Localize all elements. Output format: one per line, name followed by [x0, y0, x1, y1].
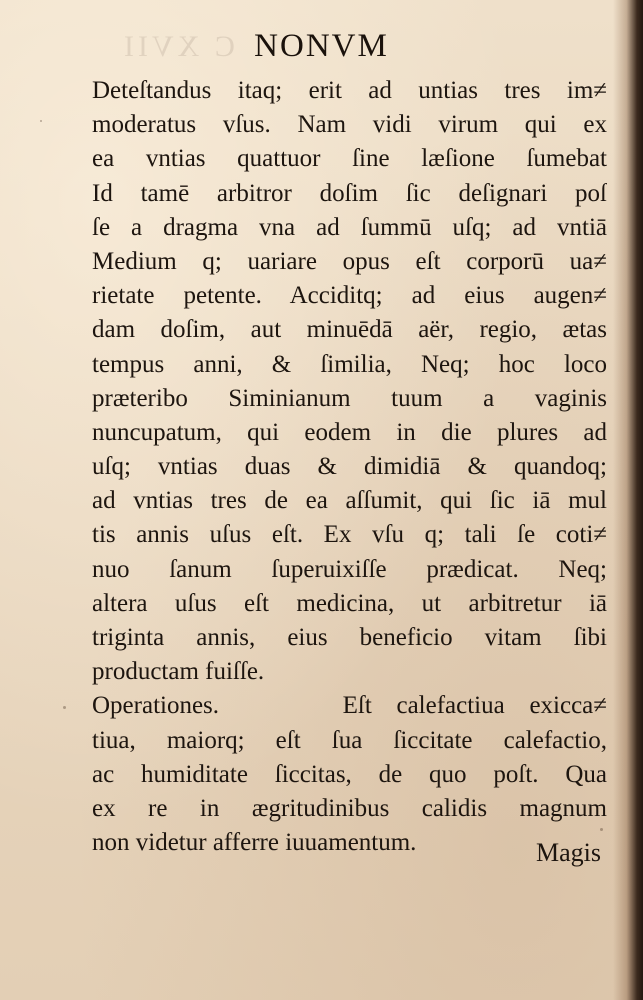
text-line: productam fuiſſe.: [92, 658, 265, 686]
text-line: Medium q; uariare opus eſt corporū ua≠: [92, 247, 607, 275]
text-line: tis annis uſus eſt. Ex vſu q; tali ſe coti≠: [92, 521, 607, 549]
text-line: tiua, maiorq; eſt ſua ſiccitate calefactio,: [92, 726, 607, 754]
text-line: nuo ſanum ſuperuixiſſe prædicat. Neq;: [92, 555, 607, 583]
body-text: [92, 74, 607, 860]
text-line: triginta annis, eius beneficio vitam ſibi: [92, 624, 607, 651]
text-line: præteribo Siminianum tuum a vaginis: [92, 384, 607, 412]
text-line: Operationes. Eſt calefactiua exicca≠: [92, 692, 607, 720]
running-head: NONVM: [254, 28, 389, 64]
text-line: non videtur afferre iuuamentum.: [92, 829, 417, 857]
text-line: ac humiditate ſiccitas, de quo poſt. Qua: [92, 760, 607, 788]
paper-speck: [63, 706, 66, 709]
text-line: uſq; vntias duas & dimidiā & quandoq;: [92, 453, 607, 481]
binding-gutter: [613, 0, 643, 1000]
text-line: moderatus vſus. Nam vidi virum qui ex: [92, 111, 607, 139]
paper-speck: [600, 828, 603, 831]
text-line: ſe a dragma vna ad ſummū uſq; ad vntiā: [92, 213, 607, 241]
text-line: Deteſtandus itaq; erit ad untias tres im≠: [92, 77, 607, 104]
text-line: ad vntias tres de ea aſſumit, qui ſic iā mul: [92, 487, 607, 515]
text-line: ex re in ægritudinibus calidis magnum: [92, 794, 607, 822]
catchword: Magis: [536, 838, 601, 867]
text-line: Id tamē arbitror doſim ſic deſignari poſ: [92, 179, 607, 207]
text-line: ea vntias quattuor ſine læſione ſumebat: [92, 145, 607, 173]
text-line: rietate petente. Acciditq; ad eius augen≠: [92, 282, 607, 310]
text-line: nuncupatum, qui eodem in die plures ad: [92, 418, 607, 446]
text-line: tempus anni, & ſimilia, Neq; hoc loco: [92, 350, 607, 378]
text-line: dam doſim, aut minuēdā aër, regio, ætas: [92, 316, 607, 344]
paper-speck: [40, 120, 42, 122]
text-line: altera uſus eſt medicina, ut arbitretur iā: [92, 589, 607, 617]
bleed-through-text: C XVII: [120, 30, 235, 63]
